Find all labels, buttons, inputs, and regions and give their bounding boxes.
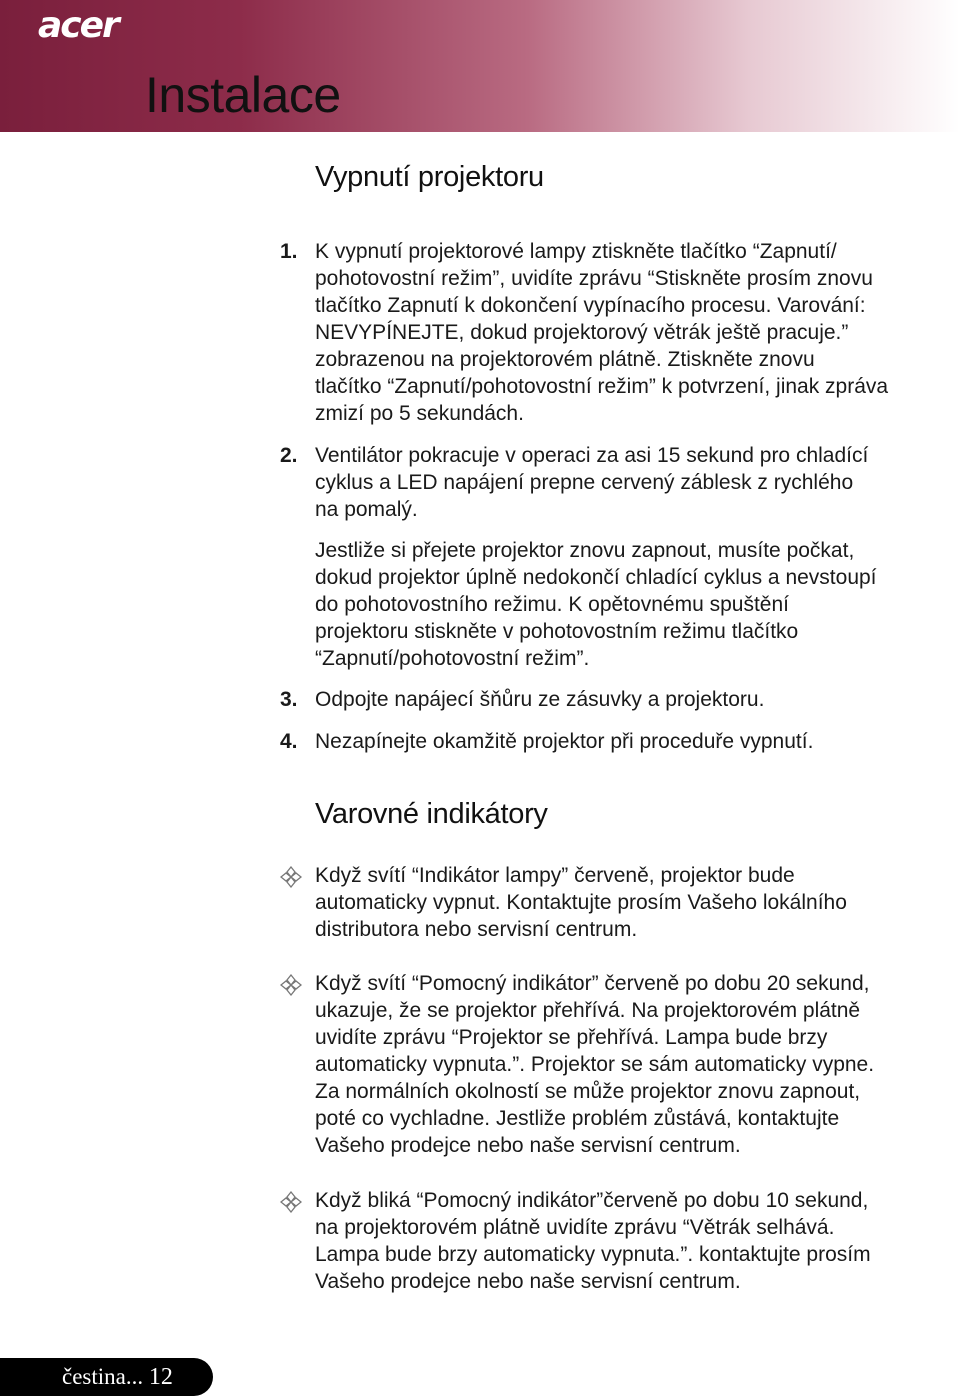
text-line: NEVYPÍNEJTE, dokud projektorový větrák ještě pracuje.” bbox=[315, 321, 849, 344]
text-line: Když bliká “Pomocný indikátor”červeně po dobu 10 sekund, bbox=[315, 1189, 869, 1212]
header-band bbox=[0, 0, 960, 132]
text-line: Lampa bude brzy automaticky vypnuta.”. kontaktujte prosím bbox=[315, 1243, 871, 1266]
text-line: Vašeho prodejce nebo naše servisní centrum. bbox=[315, 1134, 741, 1157]
step-number: 4. bbox=[280, 730, 298, 753]
step-number: 2. bbox=[280, 444, 298, 467]
text-line: Vašeho prodejce nebo naše servisní centrum. bbox=[315, 1270, 741, 1293]
diamond-bullet-icon bbox=[280, 866, 302, 888]
section-title-shutdown: Vypnutí projektoru bbox=[315, 161, 544, 193]
text-line: cyklus a LED napájení prepne cervený záblesk z rychlého bbox=[315, 471, 854, 494]
text-line: na projektorovém plátně uvidíte zprávu “Větrák selhává. bbox=[315, 1216, 835, 1239]
page-footer-label bbox=[62, 1358, 173, 1396]
page-number: 12 bbox=[148, 1364, 173, 1390]
text-line: dokud projektor úplně nedokončí chladící cyklus a nevstoupí bbox=[315, 566, 877, 589]
step-text bbox=[315, 238, 960, 427]
text-line: projektoru stiskněte v pohotovostním režimu tlačítko bbox=[315, 620, 799, 643]
acer-logo: acer bbox=[38, 5, 118, 46]
page-footer-tab bbox=[0, 1358, 213, 1396]
note-text bbox=[315, 537, 960, 672]
chapter-title: Instalace bbox=[145, 67, 341, 123]
text-line: Ventilátor pokracuje v operaci za asi 15 sekund pro chladící bbox=[315, 444, 869, 467]
diamond-bullet-icon bbox=[280, 974, 302, 996]
text-line: do pohotovostního režimu. K opětovnému spuštění bbox=[315, 593, 789, 616]
text-line: “Zapnutí/pohotovostní režim”. bbox=[315, 647, 590, 670]
text-line: K vypnutí projektorové lampy ztiskněte tlačítko “Zapnutí/ bbox=[315, 240, 837, 263]
warning-text bbox=[315, 862, 960, 943]
text-line: pohotovostní režim”, uvidíte zprávu “Stiskněte prosím znovu bbox=[315, 267, 873, 290]
warning-text bbox=[315, 1187, 960, 1295]
text-line: zmizí po 5 sekundách. bbox=[315, 402, 524, 425]
text-line: Když svítí “Pomocný indikátor” červeně po dobu 20 sekund, bbox=[315, 972, 870, 995]
text-line: Za normálních okolností se může projektor znovu zapnout, bbox=[315, 1080, 861, 1103]
text-line: distributora nebo servisní centrum. bbox=[315, 918, 638, 941]
text-line: zobrazenou na projektorovém plátně. Ztiskněte znovu bbox=[315, 348, 815, 371]
diamond-bullet-icon bbox=[280, 1191, 302, 1213]
section-title-warnings: Varovné indikátory bbox=[315, 798, 548, 830]
footer-language: čestina... bbox=[62, 1364, 144, 1389]
text-line: tlačítko Zapnutí k dokončení vypínacího procesu. Varování: bbox=[315, 294, 866, 317]
warning-text bbox=[315, 970, 960, 1159]
step-text bbox=[315, 442, 960, 523]
step-text: Odpojte napájecí šňůru ze zásuvky a projektoru. bbox=[315, 688, 765, 711]
step-text: Nezapínejte okamžitě projektor při proceduře vypnutí. bbox=[315, 730, 814, 753]
text-line: tlačítko “Zapnutí/pohotovostní režim” k potvrzení, jinak zpráva bbox=[315, 375, 889, 398]
text-line: uvidíte zprávu “Projektor se přehřívá. Lampa bude brzy bbox=[315, 1026, 828, 1049]
text-line: na pomalý. bbox=[315, 498, 418, 521]
text-line: poté co vychladne. Jestliže problém zůstává, kontaktujte bbox=[315, 1107, 840, 1130]
text-line: Když svítí “Indikátor lampy” červeně, projektor bude bbox=[315, 864, 795, 887]
text-line: ukazuje, že se projektor přehřívá. Na projektorovém plátně bbox=[315, 999, 861, 1022]
step-number: 1. bbox=[280, 240, 298, 263]
step-number: 3. bbox=[280, 688, 298, 711]
text-line: automaticky vypnut. Kontaktujte prosím Vašeho lokálního bbox=[315, 891, 847, 914]
text-line: Jestliže si přejete projektor znovu zapnout, musíte počkat, bbox=[315, 539, 855, 562]
text-line: automaticky vypnuta.”. Projektor se sám automaticky vypne. bbox=[315, 1053, 875, 1076]
